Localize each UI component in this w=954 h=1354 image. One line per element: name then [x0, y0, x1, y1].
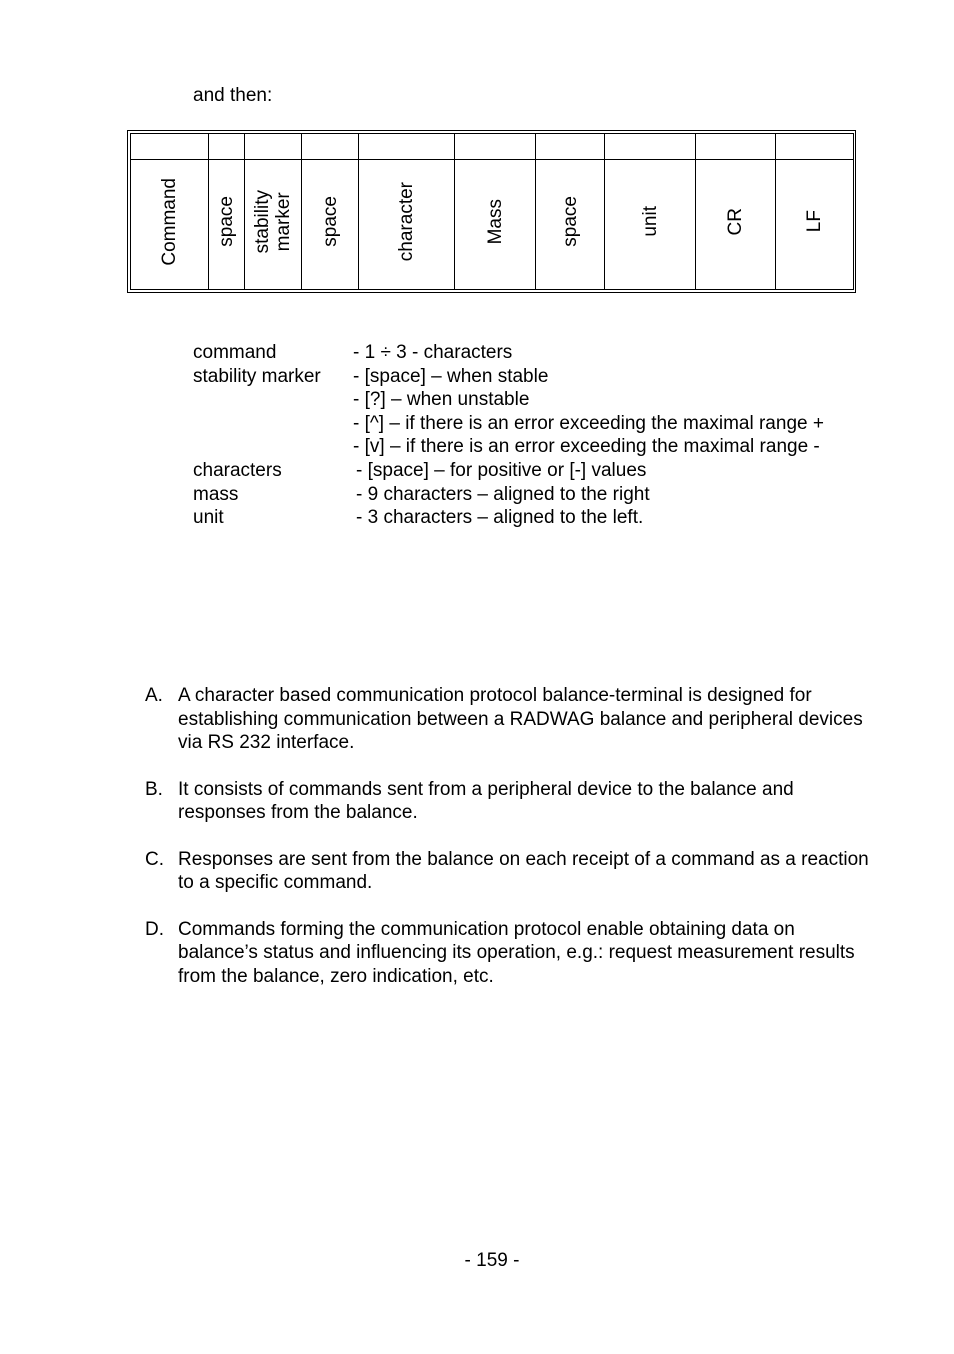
- frame-cell: [131, 134, 209, 160]
- frame-cell: [536, 134, 605, 160]
- frame-label: Command: [159, 177, 180, 266]
- frame-cell: [359, 134, 455, 160]
- list-item: [145, 778, 875, 825]
- frame-label: character: [396, 181, 417, 262]
- frame-cell: [455, 134, 536, 160]
- frame-label: unit: [639, 206, 661, 237]
- protocol-notes-list: [145, 684, 875, 1011]
- frame-label: Mass: [484, 198, 506, 245]
- list-marker: A.: [145, 685, 163, 706]
- legend-desc: - [space] – for positive or [-] values: [356, 459, 647, 481]
- frame-cell: [776, 134, 854, 160]
- frame-label: space: [216, 196, 237, 247]
- frame-cell: [245, 134, 302, 160]
- frame-cell: [696, 134, 776, 160]
- list-item: [145, 684, 875, 755]
- legend-term: command: [193, 342, 277, 363]
- list-text: Commands forming the communication protocol enable obtaining data on balance’s status and influencing its operation, e.g.: request measurement results from the balance, zero indication, etc.: [178, 918, 855, 987]
- list-marker: B.: [145, 778, 163, 800]
- frame-cell: [605, 134, 696, 160]
- legend-desc: - 1 ÷ 3 - characters: [353, 342, 513, 363]
- frame-label: LF: [804, 210, 825, 233]
- legend-term: stability marker: [193, 365, 321, 387]
- list-text: A character based communication protocol balance-terminal is designed for establishing communication between a RADWAG balance and peripheral devices via RS 232 interface.: [178, 685, 863, 753]
- legend-desc: - 9 characters – aligned to the right: [356, 483, 650, 505]
- frame-col-cr: [696, 160, 776, 290]
- frame-label: CR: [725, 207, 746, 236]
- frame-label: space: [319, 196, 341, 247]
- frame-label: space: [559, 196, 581, 247]
- list-marker: C.: [145, 848, 164, 870]
- frame-label: stability marker: [252, 189, 294, 254]
- frame-col-lf: [776, 160, 854, 290]
- frame-col-space: [536, 160, 605, 290]
- list-item: [145, 918, 875, 989]
- intro-text: and then:: [193, 85, 273, 106]
- list-text: It consists of commands sent from a peripheral device to the balance and responses from the balance.: [178, 778, 794, 823]
- legend-term: unit: [193, 507, 224, 529]
- frame-col-unit: [605, 160, 696, 290]
- legend-desc: - [space] – when stable: [353, 365, 549, 387]
- frame-cell: [302, 134, 359, 160]
- frame-col-space: [302, 160, 359, 290]
- legend-desc: - 3 characters – aligned to the left.: [356, 507, 644, 529]
- frame-col-character: [359, 160, 455, 290]
- page-number: - 159 -: [464, 1250, 520, 1271]
- legend-desc: - [^] – if there is an error exceeding the maximal range +: [353, 412, 824, 434]
- frame-col-mass: [455, 160, 536, 290]
- list-marker: D.: [145, 918, 164, 940]
- list-text: Responses are sent from the balance on each receipt of a command as a reaction to a specific command.: [178, 848, 869, 893]
- frame-label-row: [131, 160, 854, 290]
- legend-desc: - [?] – when unstable: [353, 389, 530, 411]
- frame-cell: [209, 134, 245, 160]
- frame-col-stability-marker: [245, 160, 302, 290]
- frame-col-space: [209, 160, 245, 290]
- frame-col-command: [131, 160, 209, 290]
- frame-format-table: [127, 130, 856, 293]
- legend-desc: - [v] – if there is an error exceeding the maximal range -: [353, 436, 820, 458]
- list-item: [145, 848, 875, 895]
- legend-term: mass: [193, 483, 239, 505]
- frame-header-row: [131, 134, 854, 160]
- legend-term: characters: [193, 459, 282, 481]
